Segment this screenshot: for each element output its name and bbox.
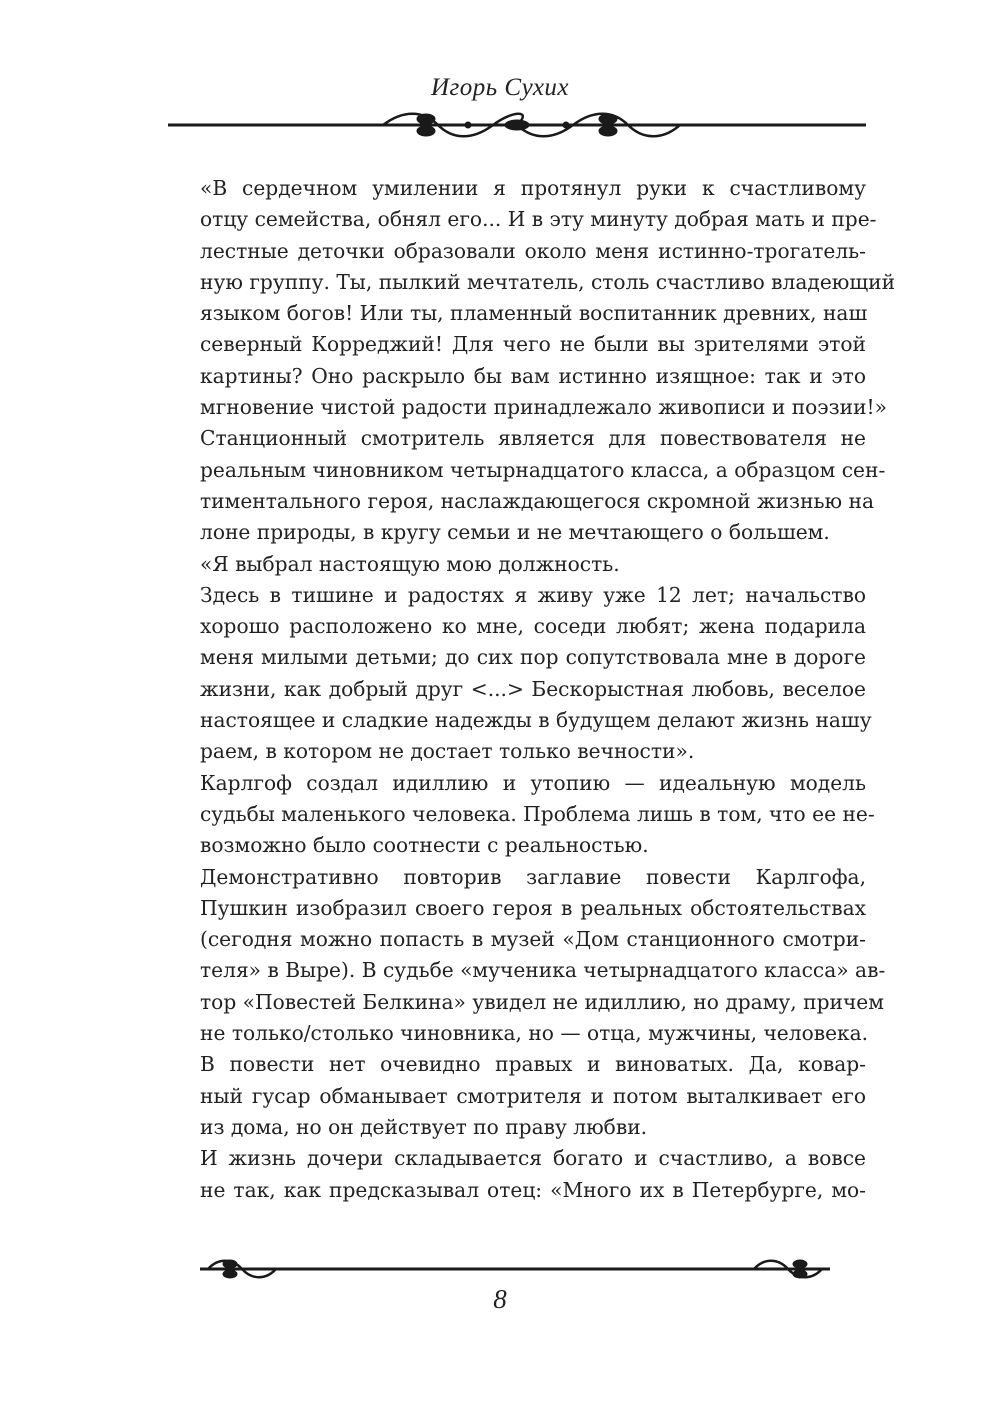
paragraph [168, 580, 872, 768]
text-line: Карлгоф создал идиллию и утопию — идеальную модель [200, 770, 866, 795]
paragraph [168, 862, 886, 1050]
text-line: языком богов! Или ты, пламенный воспитанник древних, наш [200, 301, 868, 326]
text-line: Станционный смотритель является для повествователя не [200, 426, 866, 451]
text-line: лоне природы, в кругу семьи и не мечтающего о большем. [200, 520, 830, 545]
text-line: (сегодня можно попасть в музей «Дом станционного смотри- [200, 927, 866, 952]
text-line: не так, как предсказывал отец: «Много их в Петербурге, мо- [200, 1177, 866, 1202]
text-line: ный гусар обманывает смотрителя и потом выталкивает его [200, 1083, 866, 1108]
text-line: настоящее и сладкие надежды в будущем делают жизнь нашу [200, 708, 872, 733]
text-line: теля» в Выре). В судьбе «мученика четырнадцатого класса» ав- [200, 958, 886, 983]
text-line: мгновение чистой радости принадлежало живописи и поэзии!» [200, 395, 887, 420]
text-line: отцу семейства, обнял его... И в эту минуту добрая мать и пре- [200, 207, 877, 232]
paragraph [168, 173, 896, 423]
text-line: реальным чиновником четырнадцатого класса, а образцом сен- [200, 457, 886, 482]
text-line: Здесь в тишине и радостях я живу уже 12 лет; начальство [200, 582, 866, 607]
text-line: «В сердечном умилении я протянул руки к счастливому [200, 176, 866, 200]
text-line: возможно было соотнести с реальностью. [200, 833, 649, 858]
paragraph [168, 768, 875, 862]
paragraph [168, 1049, 866, 1143]
text-line: жизни, как добрый друг <...> Бескорыстная любовь, веселое [200, 676, 866, 701]
text-line: картины? Оно раскрыло бы вам истинно изящное: так и это [200, 363, 866, 388]
paragraph [168, 423, 886, 548]
text-line: раем, в котором не достает только вечности». [200, 739, 695, 764]
text-line: И жизнь дочери складывается богато и счастливо, а вовсе [200, 1146, 866, 1171]
text-line: из дома, но он действует по праву любви. [200, 1114, 648, 1139]
text-line: «Я выбрал настоящую мою должность. [200, 551, 620, 576]
text-line: северный Корреджий! Для чего не были вы зрителями этой [200, 332, 866, 357]
text-line: ную группу. Ты, пылкий мечтатель, столь счастливо владеющий [200, 269, 896, 294]
text-line: хорошо расположено ко мне, соседи любят; жена подарила [200, 614, 866, 639]
page-number: 8 [493, 1284, 507, 1314]
paragraph [168, 549, 866, 580]
text-line: меня милыми детьми; до сих пор сопутствовала мне в дороге [200, 645, 866, 670]
running-header-author: Игорь Сухих [430, 74, 570, 101]
text-line: лестные деточки образовали около меня истинно-трогатель- [200, 238, 866, 263]
text-line: не только/столько чиновника, но — отца, мужчины, человека. [200, 1021, 869, 1046]
text-line: В повести нет очевидно правых и виноватых. Да, ковар- [200, 1052, 866, 1077]
header-ornamental-rule [168, 112, 866, 138]
paragraph [168, 1143, 866, 1206]
text-line: тор «Повестей Белкина» увидел не идиллию, но драму, причем [200, 989, 884, 1014]
text-line: Пушкин изобразил своего героя в реальных обстоятельствах [200, 895, 866, 920]
text-line: тиментального героя, наслаждающегося скромной жизнью на [200, 488, 874, 513]
text-line: Демонстративно повторив заглавие повести Карлгофа, [200, 864, 866, 889]
body-text [168, 173, 896, 1206]
footer-ornamental-rule [200, 1256, 830, 1282]
text-line: судьбы маленького человека. Проблема лишь в том, что ее не- [200, 801, 875, 826]
